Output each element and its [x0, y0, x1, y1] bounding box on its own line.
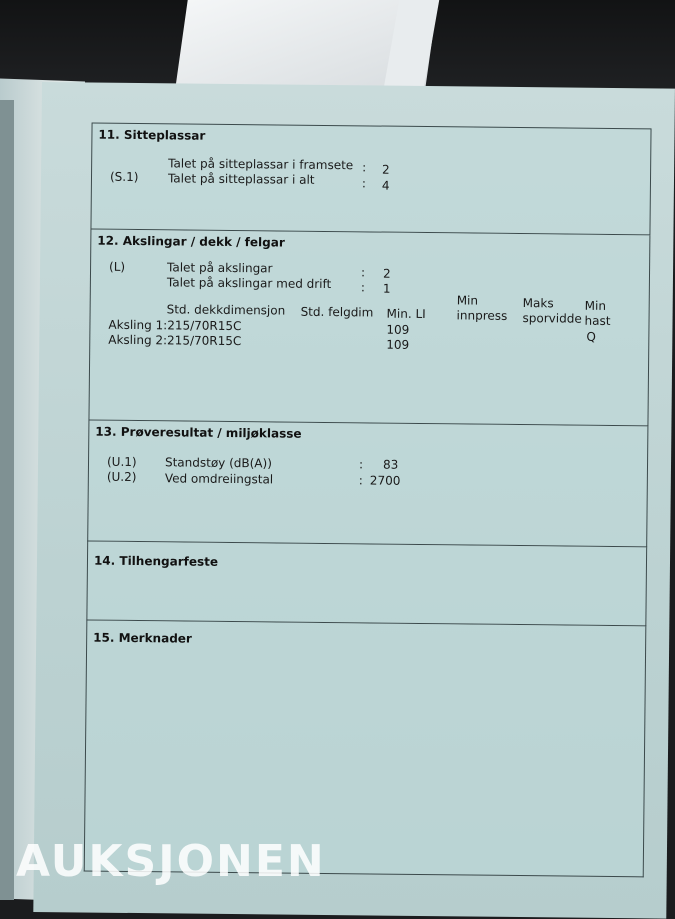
row-label: Talet på sitteplassar i alt: [167, 171, 315, 187]
row-sep: :: [362, 160, 367, 175]
row-value: 2: [382, 266, 391, 281]
row-value: 2700: [369, 473, 401, 488]
auksjonen-watermark: AUKSJONEN: [16, 836, 326, 887]
row-code: (L): [108, 259, 126, 274]
header-min-hast: Min hast: [584, 298, 611, 328]
axle-li: 109: [386, 337, 410, 352]
row-label: Talet på akslingar med drift: [166, 275, 332, 292]
section-title: 12. Akslingar / dekk / felgar: [97, 233, 285, 250]
section-sitteplassar: [90, 123, 651, 236]
header-maks-sporvidde: Maks sporvidde: [522, 296, 582, 326]
section-akslingar: [88, 230, 650, 427]
row-value: 4: [381, 178, 390, 193]
row-label: Talet på sitteplassar i framsete: [168, 156, 354, 173]
row-sep: :: [358, 473, 363, 488]
section-title: 11. Sitteplassar: [98, 127, 206, 143]
header-felgdim: Std. felgdim: [300, 304, 374, 320]
row-sep: :: [361, 176, 367, 191]
row-value: 2: [382, 162, 390, 177]
row-label: Ved omdreiingstal: [164, 471, 274, 487]
row-sep: :: [360, 280, 365, 295]
axle-hast: Q: [586, 329, 596, 344]
row-value: 1: [382, 281, 391, 296]
section-tilhengarfeste: [86, 541, 647, 626]
document-page: [33, 82, 675, 919]
row-sep: :: [360, 265, 366, 280]
axle-label: Aksling 1:215/70R15C: [108, 317, 242, 334]
registration-form: [84, 123, 652, 878]
section-title: 15. Merknader: [93, 630, 192, 646]
axle-label: Aksling 2:215/70R15C: [108, 332, 242, 349]
section-title: 13. Prøveresultat / miljøklasse: [95, 424, 302, 441]
left-page-edge: [0, 100, 14, 900]
row-code: (S.1): [109, 169, 139, 185]
row-code: (U.1): [106, 454, 137, 470]
section-proveresultat: [87, 421, 648, 548]
axle-li: 109: [386, 322, 410, 337]
header-min-innpress: Min innpress: [456, 293, 508, 323]
section-title: 14. Tilhengarfeste: [93, 553, 219, 569]
header-dekkdimensjon: Std. dekkdimensjon: [166, 302, 286, 318]
row-label: Talet på akslingar: [166, 260, 273, 276]
row-label: Standstøy (dB(A)): [164, 455, 272, 471]
row-code: (U.2): [106, 469, 137, 485]
row-sep: :: [358, 457, 364, 472]
row-value: 83: [382, 457, 399, 472]
header-min-li: Min. LI: [386, 306, 426, 322]
